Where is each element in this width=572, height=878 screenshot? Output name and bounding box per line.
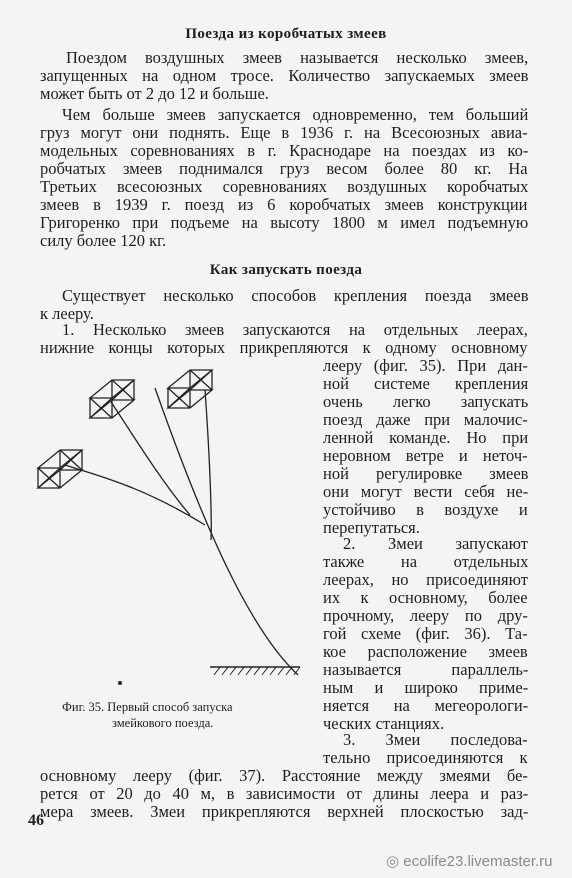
figure-caption-line-1: Фиг. 35. Первый способ запуска: [62, 700, 233, 714]
text-line: запущенных на одном тросе. Количество запускаемых змеев: [40, 66, 529, 85]
text-line: их к основному, более: [323, 588, 528, 607]
watermark: [386, 852, 553, 870]
kite-train-illustration: [38, 370, 300, 675]
text-line: очень легко запускать: [323, 392, 529, 411]
text-line: груз могут они поднять. Еще в 1936 г. на Всесоюзных авиа-: [40, 123, 528, 142]
heading-box-kite-trains: Поезда из коробчатых змеев: [185, 26, 387, 42]
figure-35-kite-train: [0, 350, 320, 720]
text-line: гой схеме (фиг. 36). Та-: [323, 624, 528, 643]
text-line: также на отдельных: [323, 552, 529, 571]
text-line: няется на мегеорологи-: [323, 696, 529, 715]
text-line: змеев в 1939 г. поезд из 6 коробчатых змеев конструкции: [40, 195, 528, 214]
heading-how-to-launch: Как запускать поезда: [209, 262, 363, 278]
text-line: ной системе крепления: [323, 374, 529, 393]
text-line: нижние концы которых прикрепляются к одному основному: [40, 338, 528, 357]
text-line: 3. Змеи последова-: [343, 730, 528, 749]
text-line: называется параллель-: [323, 660, 529, 679]
watermark-icon: ◎: [386, 853, 404, 870]
text-line: Григоренко при подъеме на высоту 1800 м имел подъемную: [40, 213, 529, 232]
text-line: прочному, лееру по дру-: [323, 606, 528, 625]
text-line: тельно присоединяются к: [323, 748, 528, 767]
text-line: ческих станциях.: [323, 714, 445, 733]
page-number: 46: [28, 812, 44, 829]
text-line: перепутаться.: [323, 518, 420, 537]
text-line: может быть от 2 до 12 и больше.: [40, 84, 269, 103]
text-line: Существует несколько способов крепления поезда змеев: [62, 286, 529, 305]
text-line: 1. Несколько змеев запускаются на отдельных леерах,: [62, 320, 528, 339]
text-line: модельных соревнованиях в г. Краснодаре на поездах из ко-: [40, 141, 529, 160]
text-line: леерах, но присоединяют: [323, 570, 528, 589]
text-line: ной регулировке змеев: [323, 464, 529, 483]
text-line: они могут вести себя не-: [323, 482, 529, 501]
text-line: ленной команде. Но при: [323, 428, 529, 447]
text-line: робчатых змеев поднимался груз весом более 80 кг. На: [40, 159, 528, 178]
text-line: Третьих всесоюзных соревнованиях воздушных коробчатых: [40, 177, 529, 196]
text-line: лееру (фиг. 35). При дан-: [323, 356, 528, 375]
text-line: кое расположение змеев: [323, 642, 528, 661]
text-line: неровном ветре и неточ-: [323, 446, 528, 465]
text-line: поезд даже при малочис-: [323, 410, 528, 429]
text-line: устойчиво в воздухе и: [323, 500, 528, 519]
text-line: ным и широко приме-: [323, 678, 529, 697]
box-kite-middle: [90, 380, 134, 418]
text-line: Поездом воздушных змеев называется несколько змеев,: [66, 48, 529, 67]
text-line: мера змеев. Змеи прикрепляются верхней плоскостью зад-: [40, 802, 529, 821]
text-line: Чем больше змеев запускается одновременно, тем больший: [62, 105, 529, 124]
text-line: рется от 20 до 40 м, в зависимости от длины леера и раз-: [40, 784, 529, 803]
text-line: основному лееру (фиг. 37). Расстояние между змеями бе-: [40, 766, 528, 785]
text-line: к лееру.: [40, 304, 94, 323]
figure-caption-line-2: змейкового поезда.: [112, 716, 214, 730]
text-line: 2. Змеи запускают: [343, 534, 528, 553]
text-line: силу более 120 кг.: [40, 231, 167, 250]
watermark-text: ecolife23.livemaster.ru: [403, 853, 553, 870]
